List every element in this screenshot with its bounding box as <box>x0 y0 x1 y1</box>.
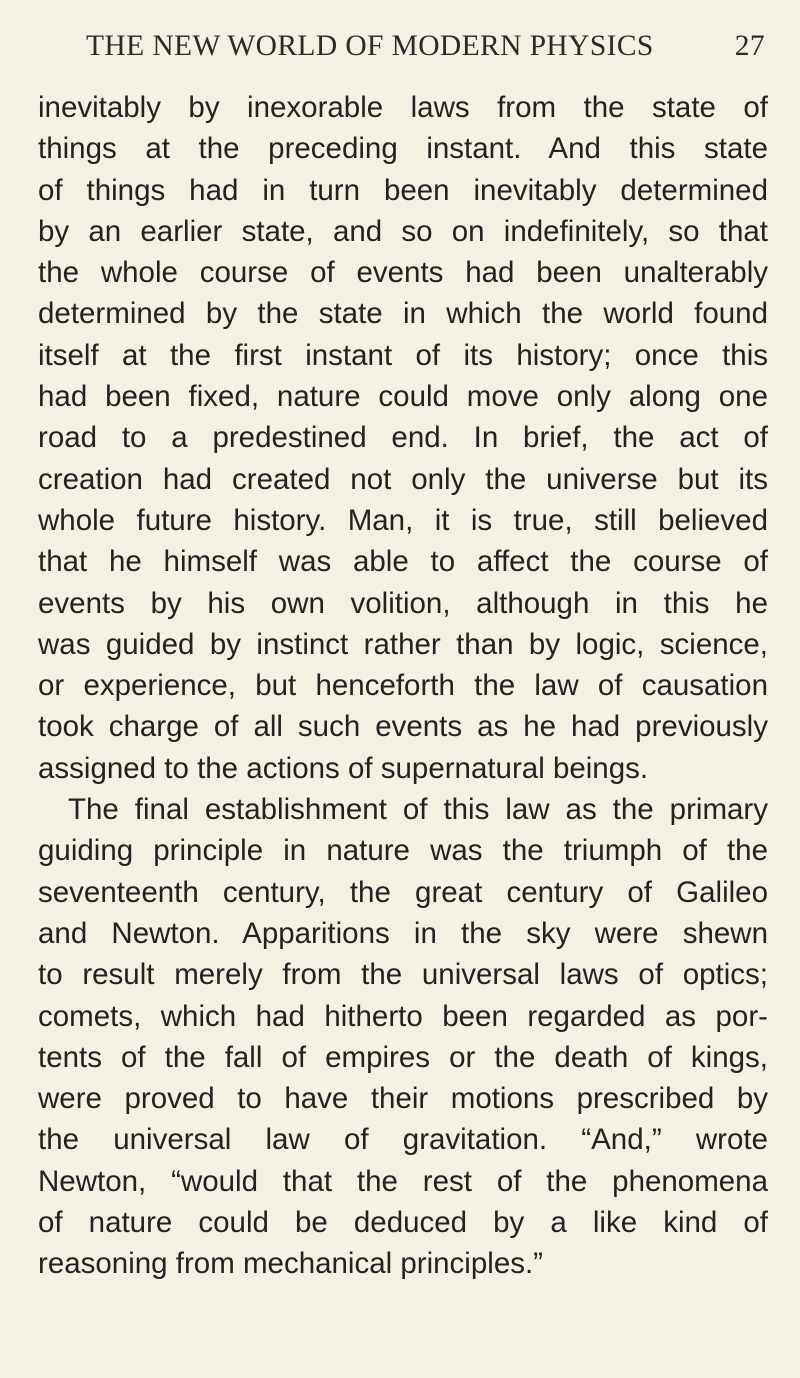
text-line: that he himself was able to affect the course of <box>38 545 768 579</box>
text-line: or experience, but henceforth the law of causation <box>38 669 768 703</box>
text-line: of things had in turn been inevitably determined <box>38 173 768 207</box>
text-line: The final establishment of this law as the primary <box>68 793 768 827</box>
text-line: creation had created not only the universe but its <box>38 462 768 496</box>
text-line: took charge of all such events as he had previously <box>38 710 768 744</box>
text-line: the universal law of gravitation. “And,” wrote <box>38 1123 768 1157</box>
text-line: events by his own volition, although in this he <box>38 586 768 620</box>
text-line: comets, which had hitherto been regarded as por- <box>38 999 768 1033</box>
text-line: things at the preceding instant. And this state <box>38 132 768 166</box>
text-line: had been fixed, nature could move only along one <box>38 380 768 414</box>
text-line: tents of the fall of empires or the death of kings, <box>38 1040 768 1074</box>
text-line: road to a predestined end. In brief, the act of <box>38 421 768 455</box>
text-line: whole future history. Man, it is true, still believed <box>38 503 768 537</box>
text-line: inevitably by inexorable laws from the state of <box>38 91 768 124</box>
running-title: THE NEW WORLD OF MODERN PHYSICS <box>86 30 654 62</box>
text-line: itself at the first instant of its history; once this <box>38 338 768 372</box>
text-line: assigned to the actions of supernatural beings. <box>38 751 649 785</box>
text-line: the whole course of events had been unalterably <box>38 256 768 290</box>
body-text <box>38 88 768 1286</box>
text-line: Newton, “would that the rest of the phenomena <box>38 1164 768 1198</box>
text-line: was guided by instinct rather than by logic, science, <box>38 627 768 661</box>
text-line: determined by the state in which the world found <box>38 297 768 331</box>
running-header <box>86 30 765 74</box>
text-line: to result merely from the universal laws of optics; <box>38 958 768 992</box>
text-line: by an earlier state, and so on indefinitely, so that <box>38 214 768 248</box>
text-line: were proved to have their motions prescribed by <box>38 1082 768 1116</box>
text-line: and Newton. Apparitions in the sky were shewn <box>38 916 768 950</box>
text-line: of nature could be deduced by a like kind of <box>38 1206 768 1240</box>
text-line: guiding principle in nature was the triumph of the <box>38 834 768 868</box>
page-number: 27 <box>734 30 765 62</box>
text-line: seventeenth century, the great century of Galileo <box>38 875 768 909</box>
text-line: reasoning from mechanical principles.” <box>38 1247 544 1281</box>
